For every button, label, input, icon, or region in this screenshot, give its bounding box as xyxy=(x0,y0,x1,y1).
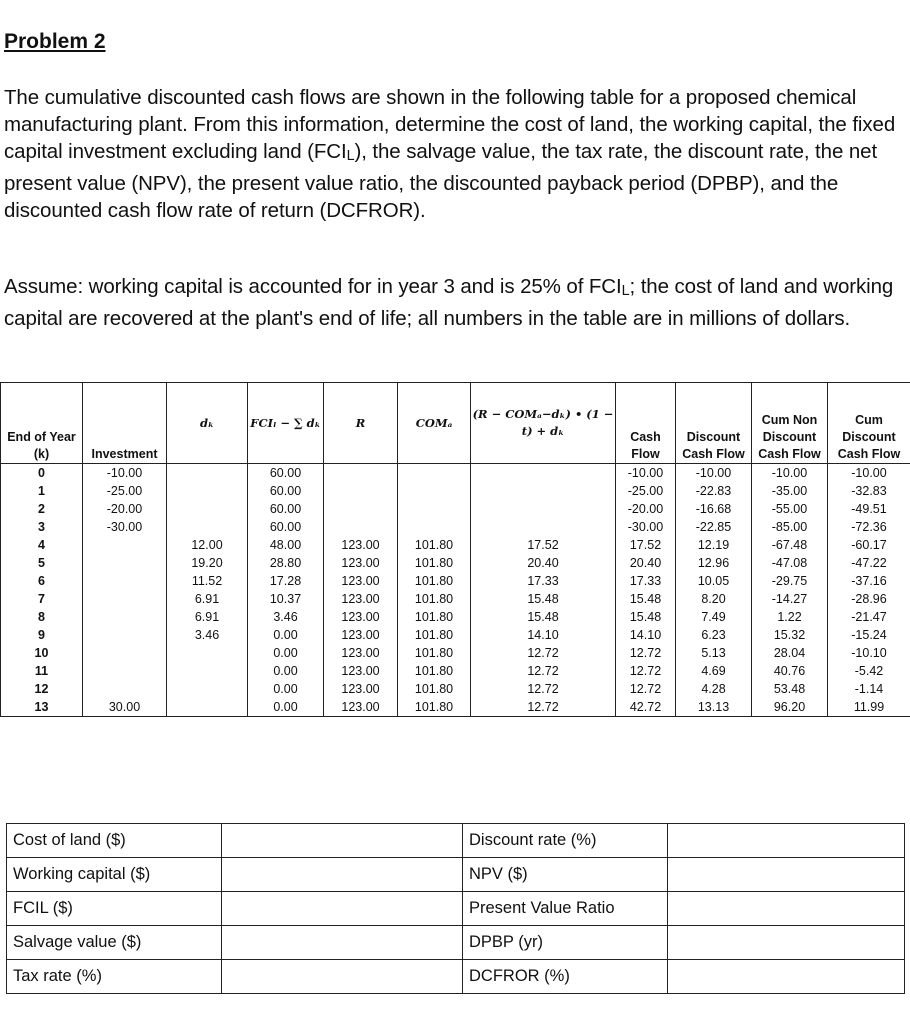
cell-depreciation xyxy=(167,680,248,698)
cell-year: 1 xyxy=(1,482,83,500)
problem-title: Problem 2 xyxy=(4,30,106,53)
cell-fcil-minus-dk: 28.80 xyxy=(248,554,324,572)
cell-com: 101.80 xyxy=(398,554,471,572)
cell-cash-flow: -30.00 xyxy=(616,518,676,536)
cell-cum-non-discount: 40.76 xyxy=(752,662,828,680)
cell-cash-flow: 17.33 xyxy=(616,572,676,590)
cell-cum-discount: -37.16 xyxy=(828,572,910,590)
cell-cash-flow: 17.52 xyxy=(616,536,676,554)
cell-revenue: 123.00 xyxy=(324,626,398,644)
cell-after-tax: 12.72 xyxy=(471,644,616,662)
cell-fcil-minus-dk: 60.00 xyxy=(248,464,324,483)
answer-label: Present Value Ratio xyxy=(463,892,668,926)
cell-cash-flow: 20.40 xyxy=(616,554,676,572)
cell-cash-flow: -10.00 xyxy=(616,464,676,483)
cell-revenue: 123.00 xyxy=(324,554,398,572)
cell-depreciation xyxy=(167,698,248,717)
cell-depreciation: 19.20 xyxy=(167,554,248,572)
cell-fcil-minus-dk: 0.00 xyxy=(248,662,324,680)
cell-cum-discount: -32.83 xyxy=(828,482,910,500)
cell-year: 5 xyxy=(1,554,83,572)
header-discount-cash-flow: Discount Cash Flow xyxy=(676,383,752,464)
answer-input[interactable] xyxy=(222,926,463,960)
cell-revenue: 123.00 xyxy=(324,698,398,717)
cell-cum-non-discount: 53.48 xyxy=(752,680,828,698)
answer-input[interactable] xyxy=(668,858,905,892)
cell-cum-discount: -47.22 xyxy=(828,554,910,572)
cell-cum-non-discount: -67.48 xyxy=(752,536,828,554)
cell-com: 101.80 xyxy=(398,572,471,590)
cell-cash-flow: 15.48 xyxy=(616,608,676,626)
cell-after-tax: 12.72 xyxy=(471,662,616,680)
cell-depreciation xyxy=(167,644,248,662)
answer-label: FCIL ($) xyxy=(7,892,222,926)
cell-cash-flow: -25.00 xyxy=(616,482,676,500)
cell-fcil-minus-dk: 0.00 xyxy=(248,644,324,662)
cell-investment xyxy=(83,662,167,680)
table-row xyxy=(1,698,910,717)
cell-investment xyxy=(83,608,167,626)
cell-year: 3 xyxy=(1,518,83,536)
cell-cum-discount: -10.10 xyxy=(828,644,910,662)
cell-year: 8 xyxy=(1,608,83,626)
cell-discount-cash-flow: 8.20 xyxy=(676,590,752,608)
cell-discount-cash-flow: 13.13 xyxy=(676,698,752,717)
cell-discount-cash-flow: 10.05 xyxy=(676,572,752,590)
table-row xyxy=(1,626,910,644)
cell-discount-cash-flow: -22.85 xyxy=(676,518,752,536)
cell-after-tax: 15.48 xyxy=(471,590,616,608)
cell-investment xyxy=(83,536,167,554)
cell-fcil-minus-dk: 60.00 xyxy=(248,518,324,536)
cell-cum-non-discount: -10.00 xyxy=(752,464,828,483)
cell-investment xyxy=(83,680,167,698)
cell-cum-non-discount: -85.00 xyxy=(752,518,828,536)
cell-fcil-minus-dk: 0.00 xyxy=(248,680,324,698)
cell-after-tax: 17.52 xyxy=(471,536,616,554)
cell-cum-discount: -21.47 xyxy=(828,608,910,626)
cell-investment: -25.00 xyxy=(83,482,167,500)
cell-com: 101.80 xyxy=(398,608,471,626)
answer-label: Cost of land ($) xyxy=(7,824,222,858)
cell-com xyxy=(398,518,471,536)
cash-flow-table xyxy=(0,382,910,717)
answer-label: DPBP (yr) xyxy=(463,926,668,960)
answer-input[interactable] xyxy=(222,858,463,892)
cell-fcil-minus-dk: 17.28 xyxy=(248,572,324,590)
cell-com: 101.80 xyxy=(398,590,471,608)
cell-discount-cash-flow: 12.19 xyxy=(676,536,752,554)
answer-row xyxy=(7,858,905,892)
cell-com: 101.80 xyxy=(398,698,471,717)
cell-investment xyxy=(83,644,167,662)
cell-investment xyxy=(83,554,167,572)
cell-year: 7 xyxy=(1,590,83,608)
cell-revenue: 123.00 xyxy=(324,590,398,608)
header-fcil-minus-dk: FCIₗ − ∑ dₖ xyxy=(248,383,324,464)
cell-year: 6 xyxy=(1,572,83,590)
table-row xyxy=(1,554,910,572)
cell-year: 12 xyxy=(1,680,83,698)
table-row xyxy=(1,644,910,662)
cell-revenue: 123.00 xyxy=(324,662,398,680)
header-cum-non-discount: Cum Non Discount Cash Flow xyxy=(752,383,828,464)
answer-label: Discount rate (%) xyxy=(463,824,668,858)
cell-depreciation xyxy=(167,500,248,518)
header-revenue: R xyxy=(324,383,398,464)
answer-row xyxy=(7,926,905,960)
cell-year: 2 xyxy=(1,500,83,518)
table-row xyxy=(1,680,910,698)
header-formula: (R − COMₐ−dₖ) • (1 − t) + dₖ xyxy=(471,383,616,464)
cell-fcil-minus-dk: 0.00 xyxy=(248,626,324,644)
cell-cash-flow: -20.00 xyxy=(616,500,676,518)
cell-discount-cash-flow: 4.28 xyxy=(676,680,752,698)
cell-cum-discount: -72.36 xyxy=(828,518,910,536)
cell-after-tax xyxy=(471,464,616,483)
cell-cum-discount: -60.17 xyxy=(828,536,910,554)
cell-after-tax: 17.33 xyxy=(471,572,616,590)
cell-depreciation: 6.91 xyxy=(167,608,248,626)
header-cash-flow: Cash Flow xyxy=(616,383,676,464)
cell-fcil-minus-dk: 60.00 xyxy=(248,482,324,500)
cell-discount-cash-flow: -16.68 xyxy=(676,500,752,518)
cell-investment xyxy=(83,572,167,590)
cell-fcil-minus-dk: 60.00 xyxy=(248,500,324,518)
cell-cum-discount: -49.51 xyxy=(828,500,910,518)
answer-input[interactable] xyxy=(668,960,905,994)
cell-fcil-minus-dk: 3.46 xyxy=(248,608,324,626)
cell-discount-cash-flow: 5.13 xyxy=(676,644,752,662)
answer-row xyxy=(7,824,905,858)
answer-input[interactable] xyxy=(668,824,905,858)
cell-com: 101.80 xyxy=(398,680,471,698)
cell-depreciation: 12.00 xyxy=(167,536,248,554)
cell-after-tax xyxy=(471,482,616,500)
cell-cash-flow: 12.72 xyxy=(616,662,676,680)
cell-discount-cash-flow: 7.49 xyxy=(676,608,752,626)
cell-cum-non-discount: -35.00 xyxy=(752,482,828,500)
answer-table xyxy=(6,823,905,994)
answer-input[interactable] xyxy=(668,892,905,926)
cell-year: 9 xyxy=(1,626,83,644)
cell-investment xyxy=(83,626,167,644)
cell-com xyxy=(398,500,471,518)
cell-cum-non-discount: -47.08 xyxy=(752,554,828,572)
cell-revenue: 123.00 xyxy=(324,680,398,698)
cell-cash-flow: 42.72 xyxy=(616,698,676,717)
cell-discount-cash-flow: -10.00 xyxy=(676,464,752,483)
cell-fcil-minus-dk: 10.37 xyxy=(248,590,324,608)
cell-cum-non-discount: -14.27 xyxy=(752,590,828,608)
cell-year: 4 xyxy=(1,536,83,554)
cell-cash-flow: 15.48 xyxy=(616,590,676,608)
cell-investment xyxy=(83,590,167,608)
cell-depreciation xyxy=(167,464,248,483)
cell-cash-flow: 12.72 xyxy=(616,644,676,662)
cell-cum-discount: -5.42 xyxy=(828,662,910,680)
cell-com: 101.80 xyxy=(398,644,471,662)
cell-com: 101.80 xyxy=(398,662,471,680)
answer-input[interactable] xyxy=(222,960,463,994)
cell-cum-non-discount: 96.20 xyxy=(752,698,828,717)
answer-label: Salvage value ($) xyxy=(7,926,222,960)
cell-cum-discount: -15.24 xyxy=(828,626,910,644)
table-header-row xyxy=(1,383,910,464)
table-row xyxy=(1,572,910,590)
cell-cum-discount: -1.14 xyxy=(828,680,910,698)
cell-cum-non-discount: -29.75 xyxy=(752,572,828,590)
cell-cum-discount: 11.99 xyxy=(828,698,910,717)
cell-com: 101.80 xyxy=(398,626,471,644)
cell-fcil-minus-dk: 48.00 xyxy=(248,536,324,554)
cell-discount-cash-flow: 12.96 xyxy=(676,554,752,572)
cell-after-tax: 12.72 xyxy=(471,698,616,717)
cell-discount-cash-flow: -22.83 xyxy=(676,482,752,500)
cell-com xyxy=(398,464,471,483)
cell-revenue: 123.00 xyxy=(324,644,398,662)
cell-cum-non-discount: 28.04 xyxy=(752,644,828,662)
cell-after-tax: 12.72 xyxy=(471,680,616,698)
cell-after-tax xyxy=(471,500,616,518)
answer-input[interactable] xyxy=(222,892,463,926)
table-row xyxy=(1,482,910,500)
cell-after-tax: 20.40 xyxy=(471,554,616,572)
header-com: COMₐ xyxy=(398,383,471,464)
cell-depreciation xyxy=(167,518,248,536)
cell-revenue: 123.00 xyxy=(324,572,398,590)
cell-after-tax xyxy=(471,518,616,536)
cell-cum-non-discount: 15.32 xyxy=(752,626,828,644)
cell-year: 13 xyxy=(1,698,83,717)
cell-year: 0 xyxy=(1,464,83,483)
answer-row xyxy=(7,892,905,926)
header-year: End of Year (k) xyxy=(1,383,83,464)
cell-revenue: 123.00 xyxy=(324,536,398,554)
cell-cash-flow: 12.72 xyxy=(616,680,676,698)
cell-depreciation xyxy=(167,482,248,500)
cell-cum-non-discount: 1.22 xyxy=(752,608,828,626)
problem-description: The cumulative discounted cash flows are shown in the following table for a proposed chemical manufacturing plant. From this information, determine the cost of land, the working capital, the fixed capital investment excluding land $(FCI_L)$, the salvage value, the tax rate, the discount rate, the net present value (NPV), the present value ratio, the discounted payback period (DPBP), and the discounted cash flow rate of return (DCFROR). xyxy=(4,86,896,222)
cell-year: 11 xyxy=(1,662,83,680)
answer-row xyxy=(7,960,905,994)
cell-com xyxy=(398,482,471,500)
table-row xyxy=(1,662,910,680)
cell-cum-discount: -10.00 xyxy=(828,464,910,483)
header-depreciation: dₖ xyxy=(167,383,248,464)
cell-after-tax: 15.48 xyxy=(471,608,616,626)
cell-discount-cash-flow: 6.23 xyxy=(676,626,752,644)
cell-after-tax: 14.10 xyxy=(471,626,616,644)
problem-assumptions: Assume: working capital is accounted for in year 3 and is 25% of $FCI_L$; the cost of land and working capital are recovered at the plant's end of life; all numbers in the table are in millions of dollars. xyxy=(4,275,894,330)
cell-depreciation: 6.91 xyxy=(167,590,248,608)
answer-input[interactable] xyxy=(222,824,463,858)
cell-discount-cash-flow: 4.69 xyxy=(676,662,752,680)
cell-depreciation xyxy=(167,662,248,680)
answer-label: Tax rate (%) xyxy=(7,960,222,994)
table-row xyxy=(1,536,910,554)
table-row xyxy=(1,608,910,626)
answer-label: NPV ($) xyxy=(463,858,668,892)
header-investment: Investment xyxy=(83,383,167,464)
answer-label: Working capital ($) xyxy=(7,858,222,892)
cell-investment: 30.00 xyxy=(83,698,167,717)
cell-revenue: 123.00 xyxy=(324,608,398,626)
table-row xyxy=(1,518,910,536)
cell-depreciation: 11.52 xyxy=(167,572,248,590)
cell-investment: -20.00 xyxy=(83,500,167,518)
table-row xyxy=(1,500,910,518)
cell-com: 101.80 xyxy=(398,536,471,554)
cell-cum-discount: -28.96 xyxy=(828,590,910,608)
cell-revenue xyxy=(324,482,398,500)
answer-input[interactable] xyxy=(668,926,905,960)
cell-revenue xyxy=(324,500,398,518)
header-cum-discount: Cum Discount Cash Flow xyxy=(828,383,910,464)
cell-investment: -10.00 xyxy=(83,464,167,483)
cell-year: 10 xyxy=(1,644,83,662)
cell-depreciation: 3.46 xyxy=(167,626,248,644)
table-row xyxy=(1,464,910,483)
cell-investment: -30.00 xyxy=(83,518,167,536)
cell-revenue xyxy=(324,518,398,536)
cell-cash-flow: 14.10 xyxy=(616,626,676,644)
answer-label: DCFROR (%) xyxy=(463,960,668,994)
table-row xyxy=(1,590,910,608)
cell-revenue xyxy=(324,464,398,483)
cell-cum-non-discount: -55.00 xyxy=(752,500,828,518)
cell-fcil-minus-dk: 0.00 xyxy=(248,698,324,717)
